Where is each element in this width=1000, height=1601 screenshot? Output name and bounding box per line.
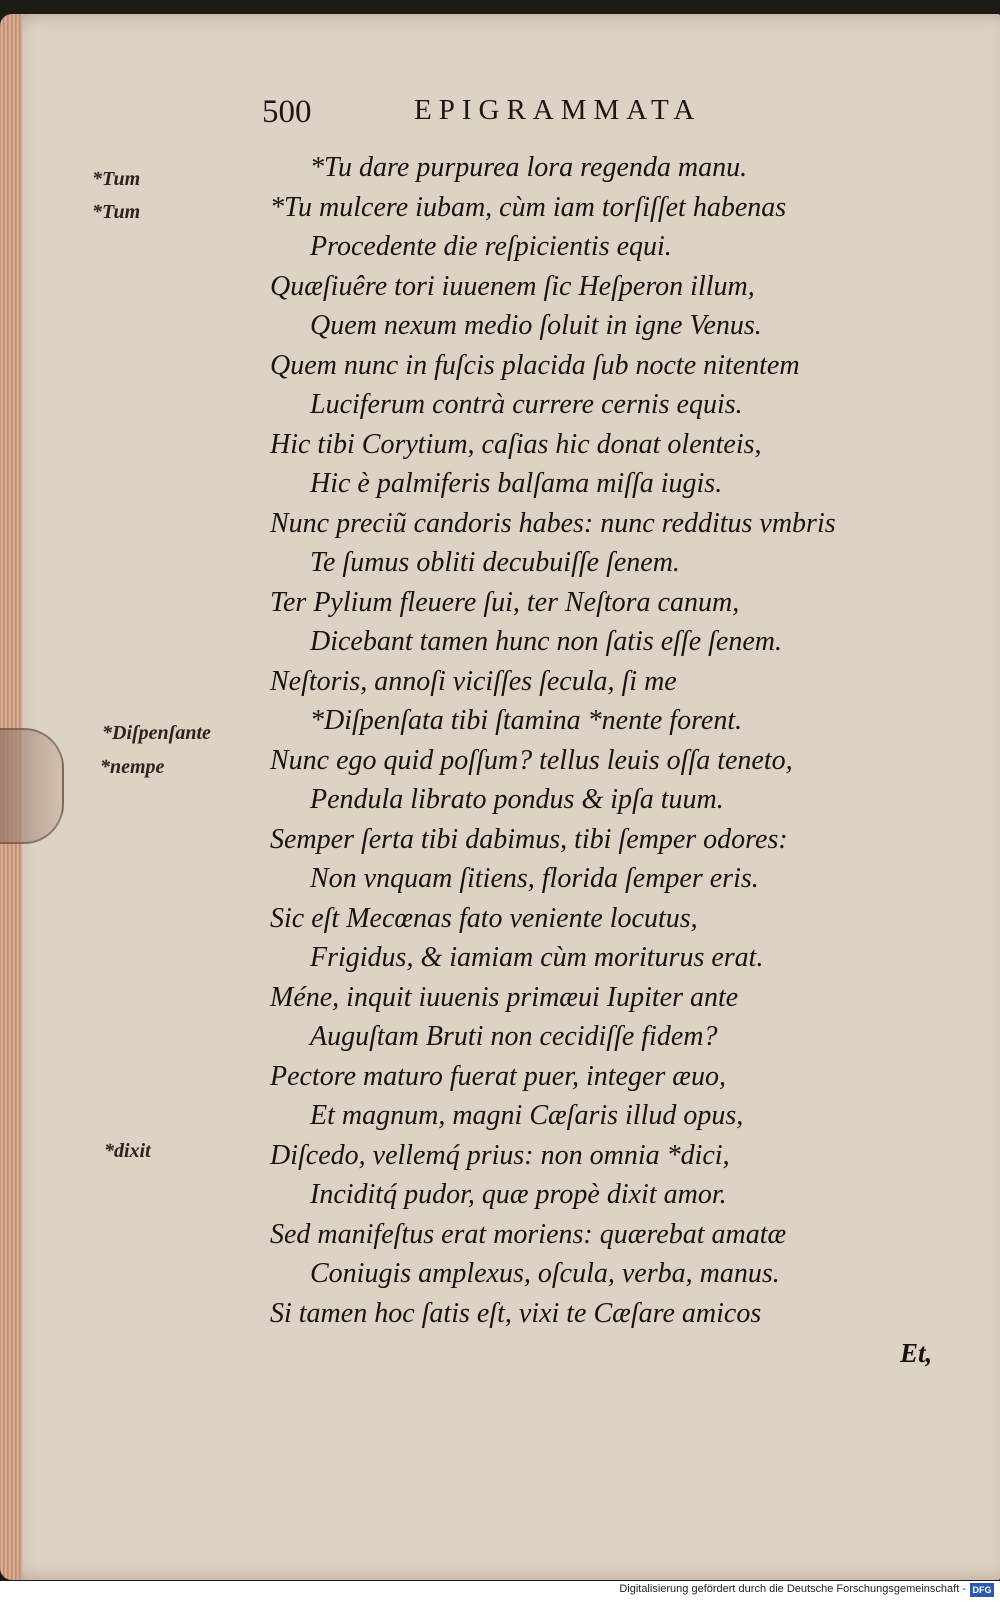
verse-line: Pectore maturo fuerat puer, integer æuo, bbox=[270, 1060, 726, 1092]
dfg-logo-icon: DFG bbox=[970, 1583, 994, 1597]
verse-line: *Diſpenſata tibi ſtamina *nente forent. bbox=[310, 705, 743, 736]
verse-line: *Tu mulcere iubam, cùm iam torſiſſet habenas bbox=[270, 191, 787, 223]
verse-line: Sed manifeſtus erat moriens: quærebat amatæ bbox=[270, 1218, 787, 1250]
verse-line: Non vnquam ſitiens, florida ſemper eris. bbox=[310, 863, 759, 894]
verse-line: Procedente die reſpicientis equi. bbox=[310, 231, 672, 262]
marginal-note: *dixit bbox=[104, 1140, 151, 1162]
verse-line: Et magnum, magni Cæſaris illud opus, bbox=[310, 1100, 744, 1131]
verse-line: Nunc ego quid poſſum? tellus leuis oſſa teneto, bbox=[270, 744, 793, 776]
poem-body bbox=[270, 148, 960, 1333]
verse-line: Quem nunc in fuſcis placida ſub nocte nitentem bbox=[270, 349, 800, 381]
verse-line: Diſcedo, vellemq́ prius: non omnia *dici, bbox=[270, 1139, 730, 1171]
catchword: Et, bbox=[900, 1338, 933, 1368]
verse-line: Quem nexum medio ſoluit in igne Venus. bbox=[310, 310, 762, 341]
marginal-note: *Tum bbox=[92, 168, 141, 190]
verse-line: Pendula librato pondus & ipſa tuum. bbox=[310, 784, 724, 815]
verse-line: Méne, inquit iuuenis primæui Iupiter ante bbox=[270, 981, 739, 1013]
verse-line: Inciditq́ pudor, quæ propè dixit amor. bbox=[310, 1179, 727, 1210]
verse-line: Neſtoris, annoſi viciſſes ſecula, ſi me bbox=[270, 665, 677, 697]
verse-line: Ter Pylium fleuere ſui, ter Neſtora canum, bbox=[270, 586, 740, 618]
marginal-note: *Tum bbox=[92, 201, 141, 223]
verse-line: Hic è palmiferis balſama miſſa iugis. bbox=[310, 468, 723, 499]
verse-line: Hic tibi Corytium, caſias hic donat olenteis, bbox=[270, 428, 762, 460]
verse-line: Te ſumus obliti decubuiſſe ſenem. bbox=[310, 547, 680, 578]
verse-line: Sic eſt Mecœnas fato veniente locutus, bbox=[270, 902, 698, 934]
digitization-credit: Digitalisierung gefördert durch die Deutsche Forschungsgemeinschaft - bbox=[619, 1583, 966, 1595]
marginal-note: *nempe bbox=[100, 756, 165, 778]
verse-line: Quæſiuêre tori iuuenem ſic Heſperon illum, bbox=[270, 270, 755, 302]
verse-line: *Tu dare purpurea lora regenda manu. bbox=[310, 152, 748, 183]
verse-line: Auguſtam Bruti non cecidiſſe fidem? bbox=[310, 1021, 718, 1052]
running-head bbox=[262, 94, 802, 140]
verse-line: Dicebant tamen hunc non ſatis eſſe ſenem. bbox=[310, 626, 782, 657]
verse-line: Luciferum contrà currere cernis equis. bbox=[310, 389, 743, 420]
verse-line: Semper ſerta tibi dabimus, tibi ſemper odores: bbox=[270, 823, 788, 855]
verse-line: Si tamen hoc ſatis eſt, vixi te Cæſare amicos bbox=[270, 1297, 762, 1329]
running-title: EPIGRAMMATA bbox=[414, 94, 702, 126]
verse-line: Coniugis amplexus, oſcula, verba, manus. bbox=[310, 1258, 780, 1289]
marginal-note: *Diſpenſante bbox=[102, 722, 211, 744]
page-number: 500 bbox=[262, 94, 312, 130]
verse-line: Nunc preciũ candoris habes: nunc redditus vmbris bbox=[270, 507, 836, 539]
bookmark-tab bbox=[0, 728, 64, 844]
verse-line: Frigidus, & iamiam cùm moriturus erat. bbox=[310, 942, 764, 973]
